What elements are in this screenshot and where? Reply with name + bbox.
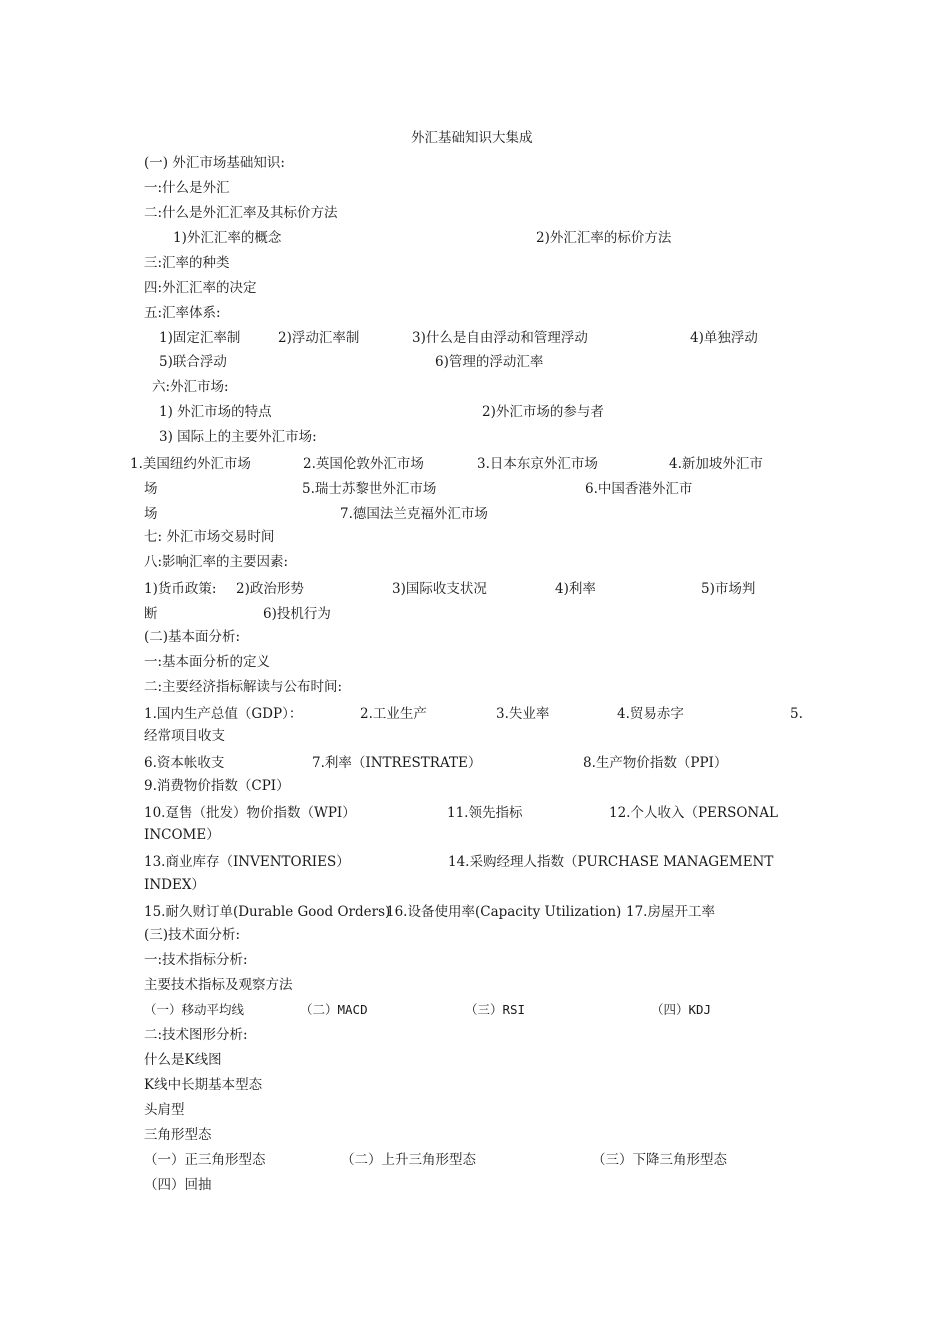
factor-item: 6)投机行为 [263, 606, 331, 622]
outline-item: 二:技术图形分析: [144, 1027, 248, 1043]
indicator-method: （四）KDJ [651, 1002, 712, 1017]
outline-item: 四:外汇汇率的决定 [144, 280, 257, 296]
sub-item: 5)联合浮动 [159, 354, 227, 370]
sub-item: 3) 国际上的主要外汇市场: [159, 429, 317, 445]
sub-item: 1) 外汇市场的特点 [159, 404, 272, 420]
market-item: 场 [144, 506, 158, 522]
indicator-method: （三）RSI [465, 1002, 526, 1017]
indicator-method: （二）MACD [300, 1002, 368, 1017]
sub-item: 6)管理的浮动汇率 [435, 354, 544, 370]
pattern-item: （一）正三角形型态 [144, 1152, 266, 1168]
indicator-item: 1.国内生产总值（GDP）： [144, 706, 303, 722]
sub-item: 2)外汇市场的参与者 [482, 404, 604, 420]
outline-item: 头肩型 [144, 1102, 185, 1118]
outline-item: 什么是K线图 [144, 1052, 222, 1068]
outline-item: 三角形型态 [144, 1127, 212, 1143]
outline-item: 七: 外汇市场交易时间 [144, 529, 275, 545]
indicator-item: 5. [790, 706, 803, 722]
market-item: 5.瑞士苏黎世外汇市场 [302, 481, 437, 497]
factor-item: 1)货币政策: [144, 581, 217, 597]
indicator-item: 15.耐久财订单(Durable Good Orders) [144, 904, 391, 920]
outline-item: 三:汇率的种类 [144, 255, 230, 271]
indicator-item: 8.生产物价指数（PPI） [583, 755, 728, 771]
outline-item: 一:基本面分析的定义 [144, 654, 271, 670]
sub-item: 3)什么是自由浮动和管理浮动 [412, 330, 588, 346]
indicator-item: 16.设备使用率(Capacity Utilization) [386, 904, 622, 920]
indicator-item: 7.利率（INTRESTRATE） [312, 755, 482, 771]
indicator-item: 10.趸售（批发）物价指数（WPI） [144, 805, 356, 821]
factor-item: 5)市场判 [701, 581, 756, 597]
factor-item: 断 [144, 606, 158, 622]
sub-item: 2)外汇汇率的标价方法 [536, 230, 672, 246]
pattern-item: （四）回抽 [144, 1177, 212, 1193]
indicator-item: 经常项目收支 [144, 728, 225, 744]
indicator-item: 17.房屋开工率 [626, 904, 715, 920]
indicator-method: （一）移动平均线 [144, 1002, 245, 1017]
market-item: 3.日本东京外汇市场 [477, 456, 598, 472]
pattern-item: （二）上升三角形型态 [341, 1152, 476, 1168]
outline-item: 八:影响汇率的主要因素: [144, 554, 289, 570]
section-heading: (三)技术面分析: [144, 927, 241, 943]
outline-item: 六:外汇市场: [152, 379, 229, 395]
indicator-item: 13.商业库存（INVENTORIES） [144, 854, 350, 870]
sub-item: 1)外汇汇率的概念 [173, 230, 282, 246]
page-title: 外汇基础知识大集成 [411, 130, 533, 146]
factor-item: 4)利率 [555, 581, 596, 597]
outline-item: 二:主要经济指标解读与公布时间: [144, 679, 343, 695]
section-heading: (二)基本面分析: [144, 629, 241, 645]
market-item: 2.英国伦敦外汇市场 [303, 456, 424, 472]
outline-item: 一:什么是外汇 [144, 180, 230, 196]
market-item: 7.德国法兰克福外汇市场 [340, 506, 488, 522]
indicator-item: 11.领先指标 [447, 805, 523, 821]
pattern-item: （三）下降三角形型态 [592, 1152, 727, 1168]
sub-item: 2)浮动汇率制 [278, 330, 360, 346]
indicator-item: 2.工业生产 [360, 706, 427, 722]
indicator-item: 4.贸易赤字 [617, 706, 684, 722]
indicator-item: INDEX） [144, 877, 205, 893]
indicator-item: 12.个人收入（PERSONAL [609, 805, 778, 821]
factor-item: 2)政治形势 [236, 581, 304, 597]
outline-item: 一:技术指标分析: [144, 952, 248, 968]
market-item: 6.中国香港外汇市 [585, 481, 693, 497]
outline-item: 五:汇率体系: [144, 305, 221, 321]
indicator-item: 14.采购经理人指数（PURCHASE MANAGEMENT [448, 854, 774, 870]
section-heading: (一) 外汇市场基础知识: [144, 155, 285, 171]
sub-item: 1)固定汇率制 [159, 330, 241, 346]
market-item: 4.新加坡外汇市 [669, 456, 763, 472]
indicator-item: INCOME） [144, 827, 220, 843]
indicator-item: 9.消费物价指数（CPI） [144, 778, 290, 794]
factor-item: 3)国际收支状况 [392, 581, 487, 597]
outline-item: 二:什么是外汇汇率及其标价方法 [144, 205, 338, 221]
outline-item: 主要技术指标及观察方法 [144, 977, 293, 993]
sub-item: 4)单独浮动 [690, 330, 758, 346]
indicator-item: 6.资本帐收支 [144, 755, 225, 771]
outline-item: K线中长期基本型态 [144, 1077, 263, 1093]
indicator-item: 3.失业率 [496, 706, 550, 722]
market-item: 1.美国纽约外汇市场 [130, 456, 251, 472]
market-item: 场 [144, 481, 158, 497]
